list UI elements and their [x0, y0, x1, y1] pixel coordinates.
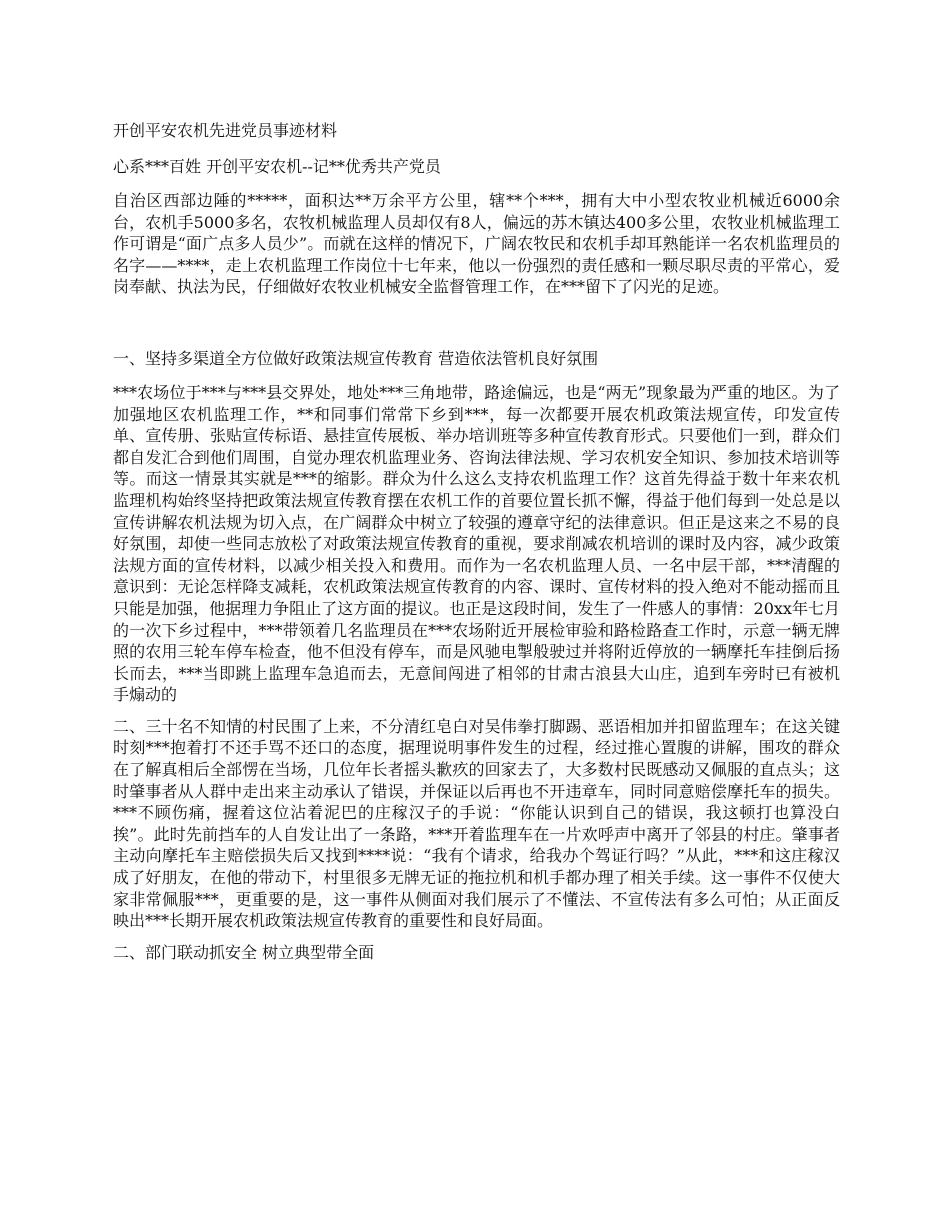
section-1-paragraph: ***农场位于***与***县交界处，地处***三角地带，路途偏远，也是“两无”现象最为严重的地区。为了加强地区农机监理工作，**和同事们常常下乡到***，每一次都要开展农机政策法规宣传，印发宣传单、宣传册、张贴宣传标语、悬挂宣传展板、举办培训班等多种宣传教育形式。只要他们一到，群众们都自发汇合到他们周围，自觉办理农机监理业务、咨询法律法规、学习农机安全知识、参加技术培训等等。而这一情景其实就是***的缩影。群众为什么这么支持农机监理工作？这首先得益于数十年来农机监理机构始终坚持把政策法规宣传教育摆在农机工作的首要位置长抓不懈，得益于他们每到一处总是以宣传讲解农机法规为切入点，在广阔群众中树立了较强的遵章守纪的法律意识。但正是这来之不易的良好氛围，却使一些同志放松了对政策法规宣传教育的重视，要求削减农机培训的课时及内容，减少政策法规方面的宣传材料，以减少相关投入和费用。而作为一名农机监理人员、一名中层干部，***清醒的意识到：无论怎样降支减耗，农机政策法规宣传教育的内容、课时、宣传材料的投入绝对不能动摇而且只能是加强，他据理力争阻止了这方面的提议。也正是这段时间，发生了一件感人的事情：20xx年七月的一次下乡过程中，***带领着几名监理员在***农场附近开展检审验和路检路查工作时，示意一辆无牌照的农用三轮车停车检查，他不但没有停车，而是风驰电掣般驶过并将附近停放的一辆摩托车挂倒后扬长而去，***当即跳上监理车急追而去，无意间闯进了相邻的甘肃古浪县大山庄，追到车旁时已有被机手煽动的 — [113, 382, 840, 705]
document-title: 开创平安农机先进党员事迹材料 — [113, 121, 338, 140]
section-heading-1: 一、坚持多渠道全方位做好政策法规宣传教育 营造依法管机良好氛围 — [113, 348, 599, 368]
document-page — [113, 120, 840, 976]
section-2-paragraph: 二、三十名不知情的村民围了上来，不分清红皂白对吴伟拳打脚踢、恶语相加并扣留监理车；在这关键时刻***抱着打不还手骂不还口的态度，据理说明事件发生的过程，经过推心置腹的讲解，围攻的群众在了解真相后全部愣在当场，几位年长者摇头歉疚的回家去了，大多数村民既感动又佩服的直点头；这时肇事者从人群中走出来主动承认了错误，并保证以后再也不开违章车，同时同意赔偿摩托车的损失。***不顾伤痛，握着这位沾着泥巴的庄稼汉子的手说：“你能认识到自己的错误，我这顿打也算没白挨”。此时先前挡车的人自发让出了一条路，***开着监理车在一片欢呼声中离开了邻县的村庄。肇事者主动向摩托车主赔偿损失后又找到****说：“我有个请求，给我办个驾证行吗？”从此，***和这庄稼汉成了好朋友，在他的带动下，村里很多无牌无证的拖拉机和机手都办理了相关手续。这一事件不仅使大家非常佩服***，更重要的是，这一事件从侧面对我们展示了不懂法、不宣传法有多么可怕；从正面反映出***长期开展农机政策法规宣传教育的重要性和良好局面。 — [113, 716, 840, 931]
intro-paragraph: 自治区西部边陲的*****，面积达**万余平方公里，辖**个***，拥有大中小型农牧业机械近6000余台，农机手5000多名，农牧机械监理人员却仅有8人，偏远的苏木镇达400多公里，农牧业机械监理工作可谓是“面广点多人员少”。而就在这样的情况下，广阔农牧民和农机手却耳熟能详一名农机监理员的名字——****，走上农机监理工作岗位十七年来，他以一份强烈的责任感和一颗尽职尽责的平常心，爱岗奉献、执法为民，仔细做好农牧业机械安全监督管理工作，在***留下了闪光的足迹。 — [113, 191, 840, 297]
section-heading-2: 二、部门联动抓安全 树立典型带全面 — [113, 942, 375, 962]
document-subtitle: 心系***百姓 开创平安农机--记**优秀共产党员 — [113, 157, 441, 176]
section-spacer — [113, 308, 840, 348]
